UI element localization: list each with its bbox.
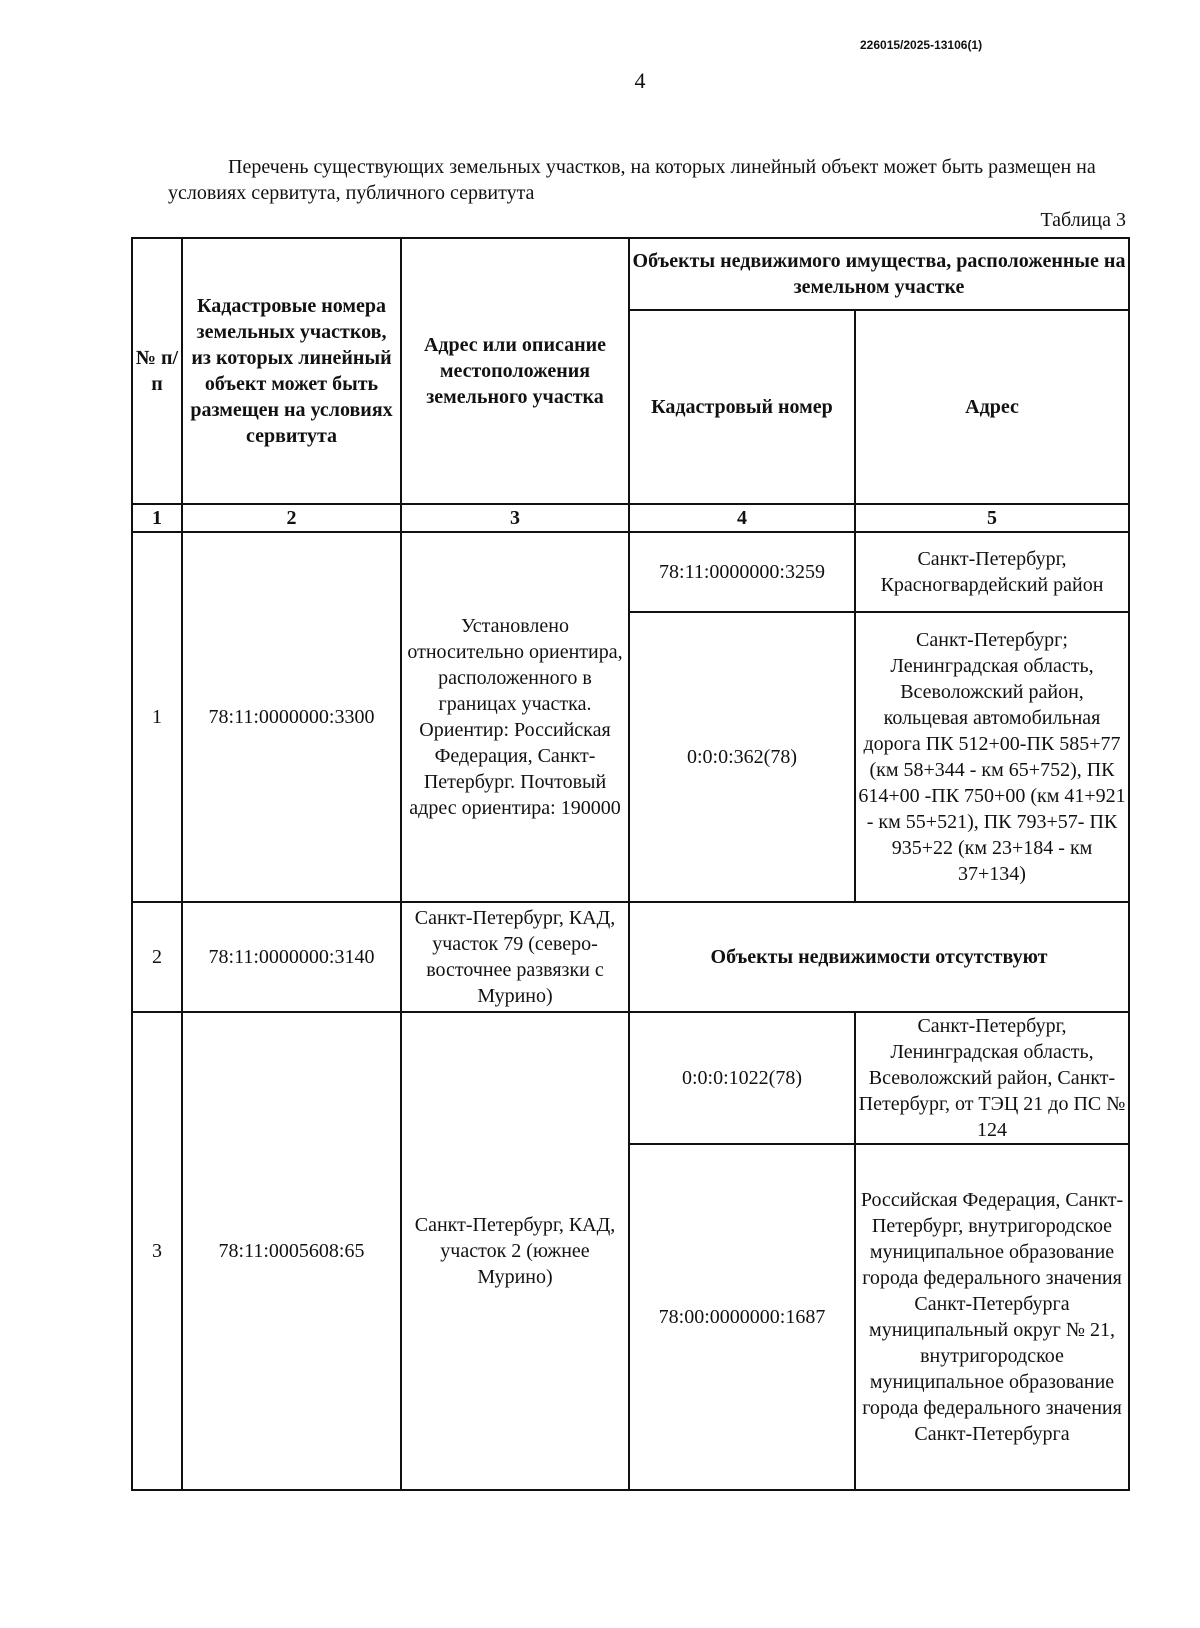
object-cadastral-number: 0:0:0:362(78): [629, 612, 855, 902]
row-number: 1: [132, 532, 182, 902]
object-cadastral-number: 0:0:0:1022(78): [629, 1012, 855, 1144]
table-row: [132, 532, 1129, 612]
land-cadastral-number: 78:11:0000000:3300: [182, 532, 401, 902]
column-number: 5: [855, 504, 1129, 532]
column-number: 2: [182, 504, 401, 532]
land-location: Установлено относительно ориентира, расположенного в границах участка. Ориентир: Российская Федерация, Санкт-Петербург. Почтовый адрес ориентира: 190000: [401, 532, 629, 902]
object-address: Санкт-Петербург, Ленинградская область, Всеволожский район, Санкт-Петербург, от ТЭЦ 21 до ПС № 124: [855, 1012, 1129, 1144]
table-row: [132, 902, 1129, 1012]
header-object-address: Адрес: [855, 310, 1129, 504]
servitude-table: [131, 237, 1130, 1491]
land-cadastral-number: 78:11:0000000:3140: [182, 902, 401, 1012]
row-number: 2: [132, 902, 182, 1012]
document-id: 226015/2025-13106(1): [860, 38, 983, 52]
object-address: Российская Федерация, Санкт-Петербург, внутригородское муниципальное образование города федерального значения Санкт-Петербурга муниципальный округ № 21, внутригородское муниципальное образование города федерального значения Санкт-Петербурга: [855, 1144, 1129, 1490]
land-location: Санкт-Петербург, КАД, участок 79 (северо-восточнее развязки с Мурино): [401, 902, 629, 1012]
land-cadastral-number: 78:11:0005608:65: [182, 1012, 401, 1490]
object-address: Санкт-Петербург; Ленинградская область, Всеволожский район, кольцевая автомобильная дорога ПК 512+00-ПК 585+77 (км 58+344 - км 65+752), ПК 614+00 -ПК 750+00 (км 41+921 - км 55+521), ПК 793+57- ПК 935+22 (км 23+184 - км 37+134): [855, 612, 1129, 902]
no-objects-note: Объекты недвижимости отсутствуют: [629, 902, 1129, 1012]
header-cadastral-numbers: Кадастровые номера земельных участков, из которых линейный объект может быть размещен на условиях сервитута: [182, 238, 401, 504]
header-object-cadastral: Кадастровый номер: [629, 310, 855, 504]
object-cadastral-number: 78:00:0000000:1687: [629, 1144, 855, 1490]
header-objects-group: Объекты недвижимого имущества, расположенные на земельном участке: [629, 238, 1129, 310]
object-address: Санкт-Петербург, Красногвардейский район: [855, 532, 1129, 612]
table-row: [132, 1012, 1129, 1144]
header-num: № п/п: [132, 238, 182, 504]
column-number: 4: [629, 504, 855, 532]
row-number: 3: [132, 1012, 182, 1490]
land-location: Санкт-Петербург, КАД, участок 2 (южнее Мурино): [401, 1012, 629, 1490]
object-cadastral-number: 78:11:0000000:3259: [629, 532, 855, 612]
column-number: 3: [401, 504, 629, 532]
document-title: Перечень существующих земельных участков, на которых линейный объект может быть размещен на условиях сервитута, публичного сервитута: [168, 156, 1096, 204]
column-numbers-row: [132, 504, 1129, 532]
table-label: Таблица 3: [1040, 209, 1126, 231]
column-number: 1: [132, 504, 182, 532]
page-number: 4: [634, 68, 646, 93]
header-location: Адрес или описание местоположения земельного участка: [401, 238, 629, 504]
